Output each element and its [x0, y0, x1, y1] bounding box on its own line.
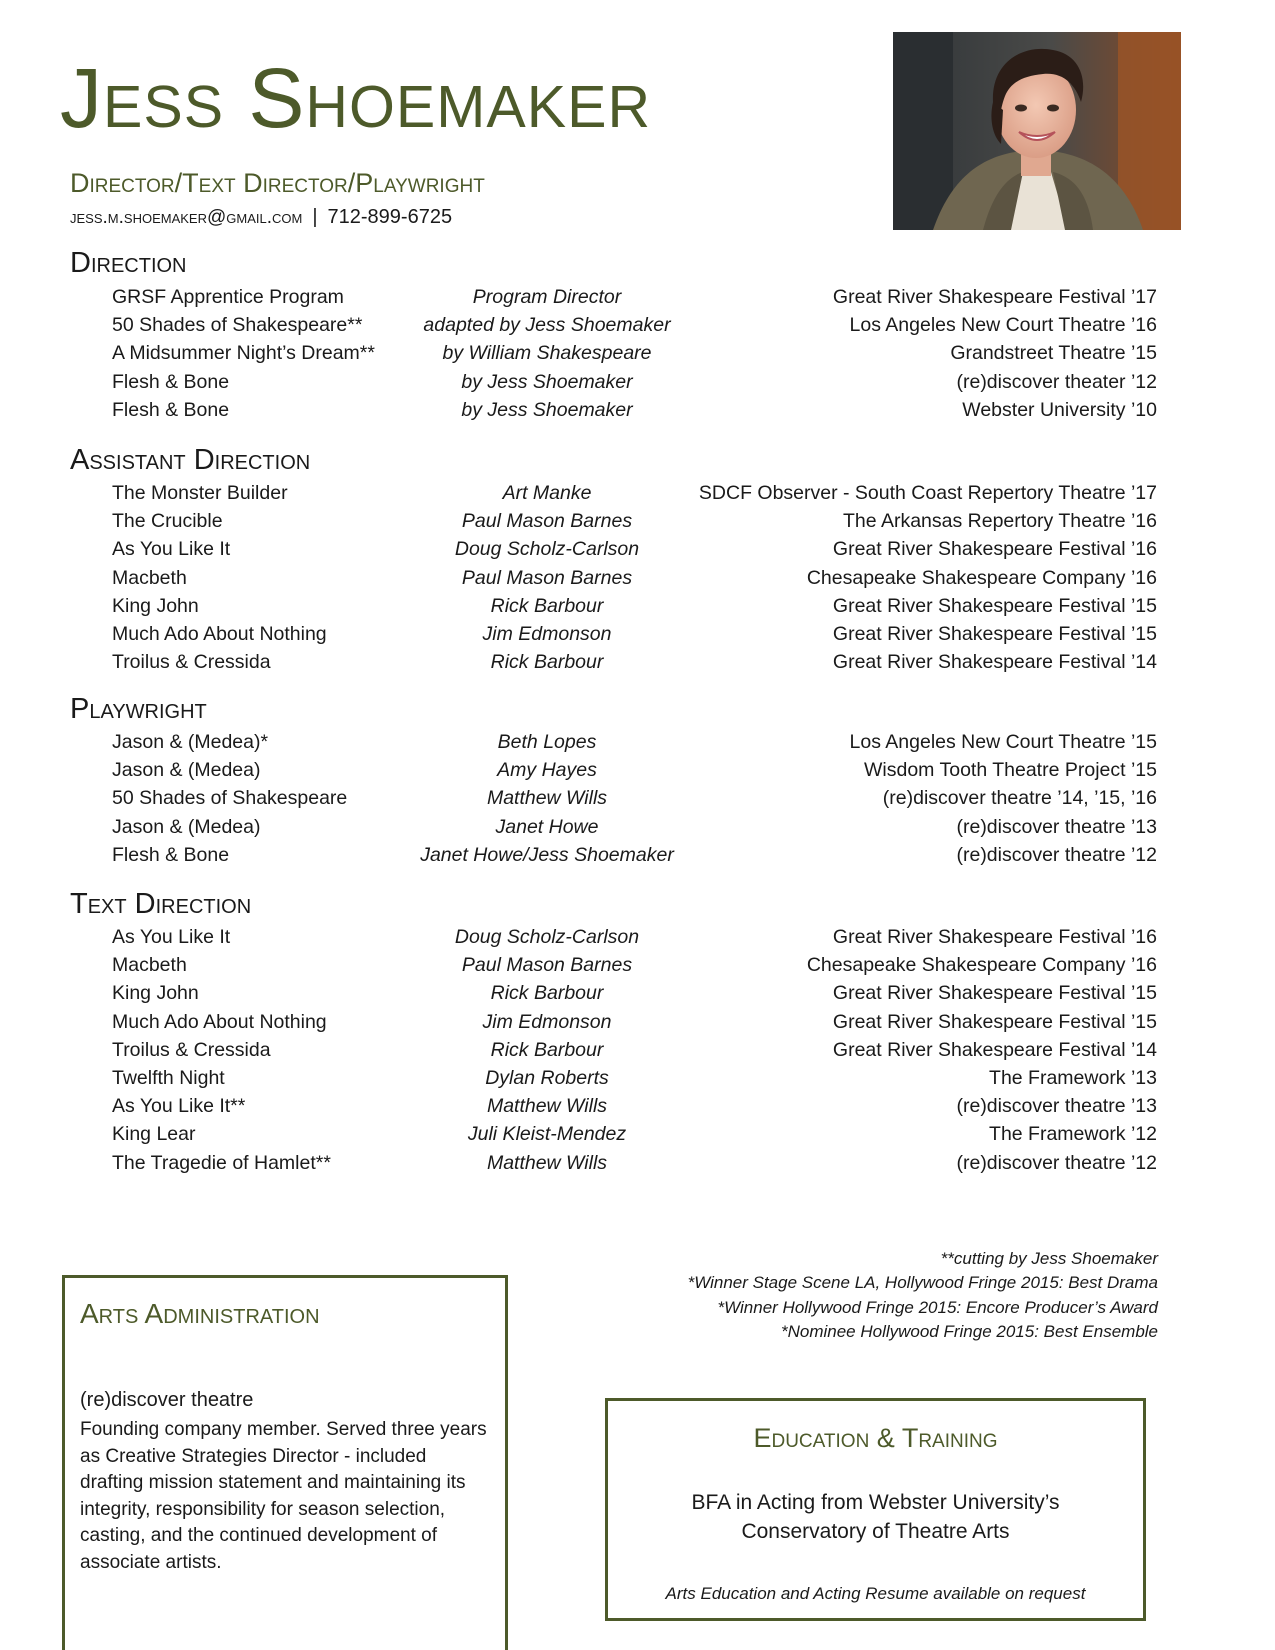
- credit-director: Doug Scholz-Carlson: [454, 538, 640, 561]
- credit-director: Beth Lopes: [497, 731, 597, 753]
- section-title-assistant-direction: Assistant Direction: [70, 444, 311, 476]
- credit-director: Doug Scholz-Carlson: [454, 926, 640, 948]
- credit-director: Rick Barbour: [490, 982, 604, 1005]
- credit-row: [112, 311, 1157, 339]
- credit-venue: Great River Shakespeare Festival ’16: [832, 538, 1157, 561]
- footnote-line: *Winner Hollywood Fringe 2015: Encore Producer’s Award: [717, 1297, 1158, 1317]
- education-degree: [608, 1488, 1143, 1546]
- resume-name: Jess Shoemaker: [60, 51, 652, 145]
- credit-venue: (re)discover theatre ’13: [956, 815, 1157, 838]
- credit-director: by William Shakespeare: [442, 342, 652, 365]
- credit-director: Janet Howe: [495, 815, 599, 838]
- credit-production: Jason & (Medea): [112, 815, 261, 838]
- credit-venue: The Framework ’12: [989, 1123, 1157, 1146]
- credit-venue: Wisdom Tooth Theatre Project ’15: [863, 759, 1157, 782]
- text-direction-credits: [112, 923, 1157, 1177]
- section-title-text-direction: Text Direction: [70, 888, 252, 920]
- credit-row: [112, 592, 1157, 620]
- direction-credits: [112, 283, 1157, 424]
- credit-venue: The Arkansas Repertory Theatre ’16: [843, 510, 1157, 533]
- arts-administration-box: [62, 1275, 508, 1650]
- credit-row: [112, 648, 1157, 676]
- credit-venue: Great River Shakespeare Festival ’14: [832, 651, 1157, 674]
- credit-venue: (re)discover theatre ’14, ’15, ’16: [882, 787, 1157, 810]
- credit-production: The Tragedie of Hamlet**: [112, 1151, 331, 1174]
- credit-director: Jim Edmonson: [482, 622, 612, 645]
- education-title: Education & Training: [753, 1423, 998, 1453]
- credit-venue: Great River Shakespeare Festival ’16: [832, 926, 1157, 948]
- credit-director: Rick Barbour: [490, 594, 604, 617]
- credit-row: [112, 535, 1157, 563]
- credit-director: Dylan Roberts: [485, 1066, 609, 1089]
- contact-separator: |: [312, 206, 318, 228]
- credit-production: Much Ado About Nothing: [112, 1010, 327, 1033]
- credit-director: Art Manke: [502, 482, 592, 504]
- credit-venue: Great River Shakespeare Festival ’15: [832, 622, 1157, 645]
- arts-administration-title: Arts Administration: [80, 1298, 320, 1329]
- credit-venue: (re)discover theatre ’13: [956, 1095, 1157, 1118]
- credit-row: [112, 1064, 1157, 1092]
- credit-production: As You Like It: [112, 926, 231, 948]
- credit-production: Flesh & Bone: [112, 370, 230, 393]
- credit-venue: Chesapeake Shakespeare Company ’16: [806, 566, 1157, 589]
- footnotes: [688, 1247, 1158, 1344]
- credit-production: Troilus & Cressida: [112, 651, 271, 674]
- credit-venue: (re)discover theater ’12: [956, 370, 1157, 393]
- credit-director: Paul Mason Barnes: [461, 566, 633, 589]
- arts-administration-description: Founding company member. Served three years as Creative Strategies Director - included drafting mission statement and maintaining its integrity, responsibility for season selection, casting, and the continued development of associate artists.: [80, 1419, 487, 1573]
- credit-venue: (re)discover theatre ’12: [956, 1151, 1157, 1174]
- credit-row: [112, 813, 1157, 841]
- credit-row: [112, 1092, 1157, 1120]
- phone-number[interactable]: 712-899-6725: [327, 206, 453, 228]
- credit-venue: SDCF Observer - South Coast Repertory Theatre ’17: [698, 482, 1157, 504]
- education-note: Arts Education and Acting Resume available on request: [665, 1584, 1086, 1603]
- credit-venue: Chesapeake Shakespeare Company ’16: [806, 954, 1157, 977]
- credit-production: King John: [112, 594, 199, 617]
- resume-subtitle: Director/Text Director/Playwright: [70, 168, 485, 198]
- credit-director: Juli Kleist-Mendez: [467, 1123, 627, 1146]
- credit-director: Matthew Wills: [486, 787, 608, 810]
- credit-director: adapted by Jess Shoemaker: [423, 314, 671, 337]
- credit-venue: Great River Shakespeare Festival ’14: [832, 1038, 1157, 1061]
- credit-production: Twelfth Night: [112, 1066, 225, 1089]
- credit-row: [112, 951, 1157, 979]
- credit-director: Program Director: [472, 286, 622, 308]
- credit-row: [112, 564, 1157, 592]
- credit-row: [112, 923, 1157, 951]
- credit-production: Flesh & Bone: [112, 843, 230, 866]
- credit-director: by Jess Shoemaker: [461, 370, 633, 393]
- credit-row: [112, 1008, 1157, 1036]
- credit-row: [112, 396, 1157, 424]
- credit-production: A Midsummer Night’s Dream**: [112, 342, 375, 365]
- credit-venue: Great River Shakespeare Festival ’15: [832, 594, 1157, 617]
- credit-venue: Los Angeles New Court Theatre ’15: [849, 731, 1157, 753]
- footnote-line: *Winner Stage Scene LA, Hollywood Fringe 2015: Best Drama: [687, 1273, 1158, 1293]
- credit-production: King Lear: [112, 1123, 196, 1146]
- credit-venue: The Framework ’13: [989, 1066, 1157, 1089]
- credit-venue: Great River Shakespeare Festival ’15: [832, 982, 1157, 1005]
- footnote-line: *Nominee Hollywood Fringe 2015: Best Ensemble: [780, 1321, 1158, 1341]
- credit-row: [112, 756, 1157, 784]
- contact-line: [70, 207, 452, 227]
- credit-director: by Jess Shoemaker: [461, 398, 633, 421]
- credit-production: As You Like It**: [112, 1095, 246, 1118]
- credit-director: Paul Mason Barnes: [461, 510, 633, 533]
- section-title-direction: Direction: [70, 247, 187, 279]
- footnote-line: **cutting by Jess Shoemaker: [940, 1249, 1158, 1268]
- playwright-credits: [112, 728, 1157, 869]
- credit-production: As You Like It: [112, 538, 231, 561]
- education-degree-line: BFA in Acting from Webster University’s: [691, 1491, 1060, 1514]
- credit-row: [112, 1120, 1157, 1148]
- credit-production: King John: [112, 982, 199, 1005]
- assistant-direction-credits: [112, 479, 1157, 676]
- section-title-playwright: Playwright: [70, 693, 207, 725]
- credit-production: GRSF Apprentice Program: [112, 286, 344, 308]
- credit-director: Matthew Wills: [486, 1151, 608, 1174]
- credit-production: Jason & (Medea): [112, 759, 261, 782]
- credit-director: Rick Barbour: [490, 1038, 604, 1061]
- credit-director: Rick Barbour: [490, 651, 604, 674]
- education-degree-line: Conservatory of Theatre Arts: [741, 1520, 1010, 1543]
- credit-row: [112, 1036, 1157, 1064]
- credit-venue: (re)discover theatre ’12: [956, 843, 1157, 866]
- credit-director: Amy Hayes: [497, 759, 597, 782]
- credit-venue: Grandstreet Theatre ’15: [950, 342, 1157, 365]
- credit-production: 50 Shades of Shakespeare**: [112, 314, 363, 337]
- credit-production: Much Ado About Nothing: [112, 622, 327, 645]
- headshot-photo: [893, 32, 1181, 230]
- education-box: [605, 1398, 1146, 1621]
- credit-production: The Crucible: [112, 510, 223, 533]
- credit-production: 50 Shades of Shakespeare: [112, 787, 348, 810]
- arts-administration-org: (re)discover theatre: [80, 1389, 254, 1411]
- credit-director: Matthew Wills: [486, 1095, 608, 1118]
- credit-row: [112, 283, 1157, 311]
- credit-row: [112, 620, 1157, 648]
- credit-row: [112, 1149, 1157, 1177]
- credit-venue: Great River Shakespeare Festival ’17: [832, 286, 1157, 308]
- credit-production: The Monster Builder: [112, 482, 288, 504]
- credit-director: Jim Edmonson: [482, 1010, 612, 1033]
- credit-director: Paul Mason Barnes: [461, 954, 633, 977]
- credit-production: Macbeth: [112, 566, 187, 589]
- credit-director: Janet Howe/Jess Shoemaker: [420, 843, 674, 866]
- credit-row: [112, 784, 1157, 812]
- credit-production: Macbeth: [112, 954, 187, 977]
- credit-row: [112, 979, 1157, 1007]
- credit-venue: Webster University ’10: [962, 398, 1157, 421]
- credit-row: [112, 507, 1157, 535]
- credit-row: [112, 841, 1157, 869]
- credit-row: [112, 479, 1157, 507]
- credit-row: [112, 728, 1157, 756]
- credit-production: Flesh & Bone: [112, 398, 230, 421]
- credit-row: [112, 368, 1157, 396]
- credit-venue: Los Angeles New Court Theatre ’16: [849, 314, 1157, 337]
- credit-venue: Great River Shakespeare Festival ’15: [832, 1010, 1157, 1033]
- credit-row: [112, 339, 1157, 367]
- email-link[interactable]: jess.m.shoemaker@gmail.com: [70, 207, 303, 228]
- credit-production: Jason & (Medea)*: [112, 731, 269, 753]
- credit-production: Troilus & Cressida: [112, 1038, 271, 1061]
